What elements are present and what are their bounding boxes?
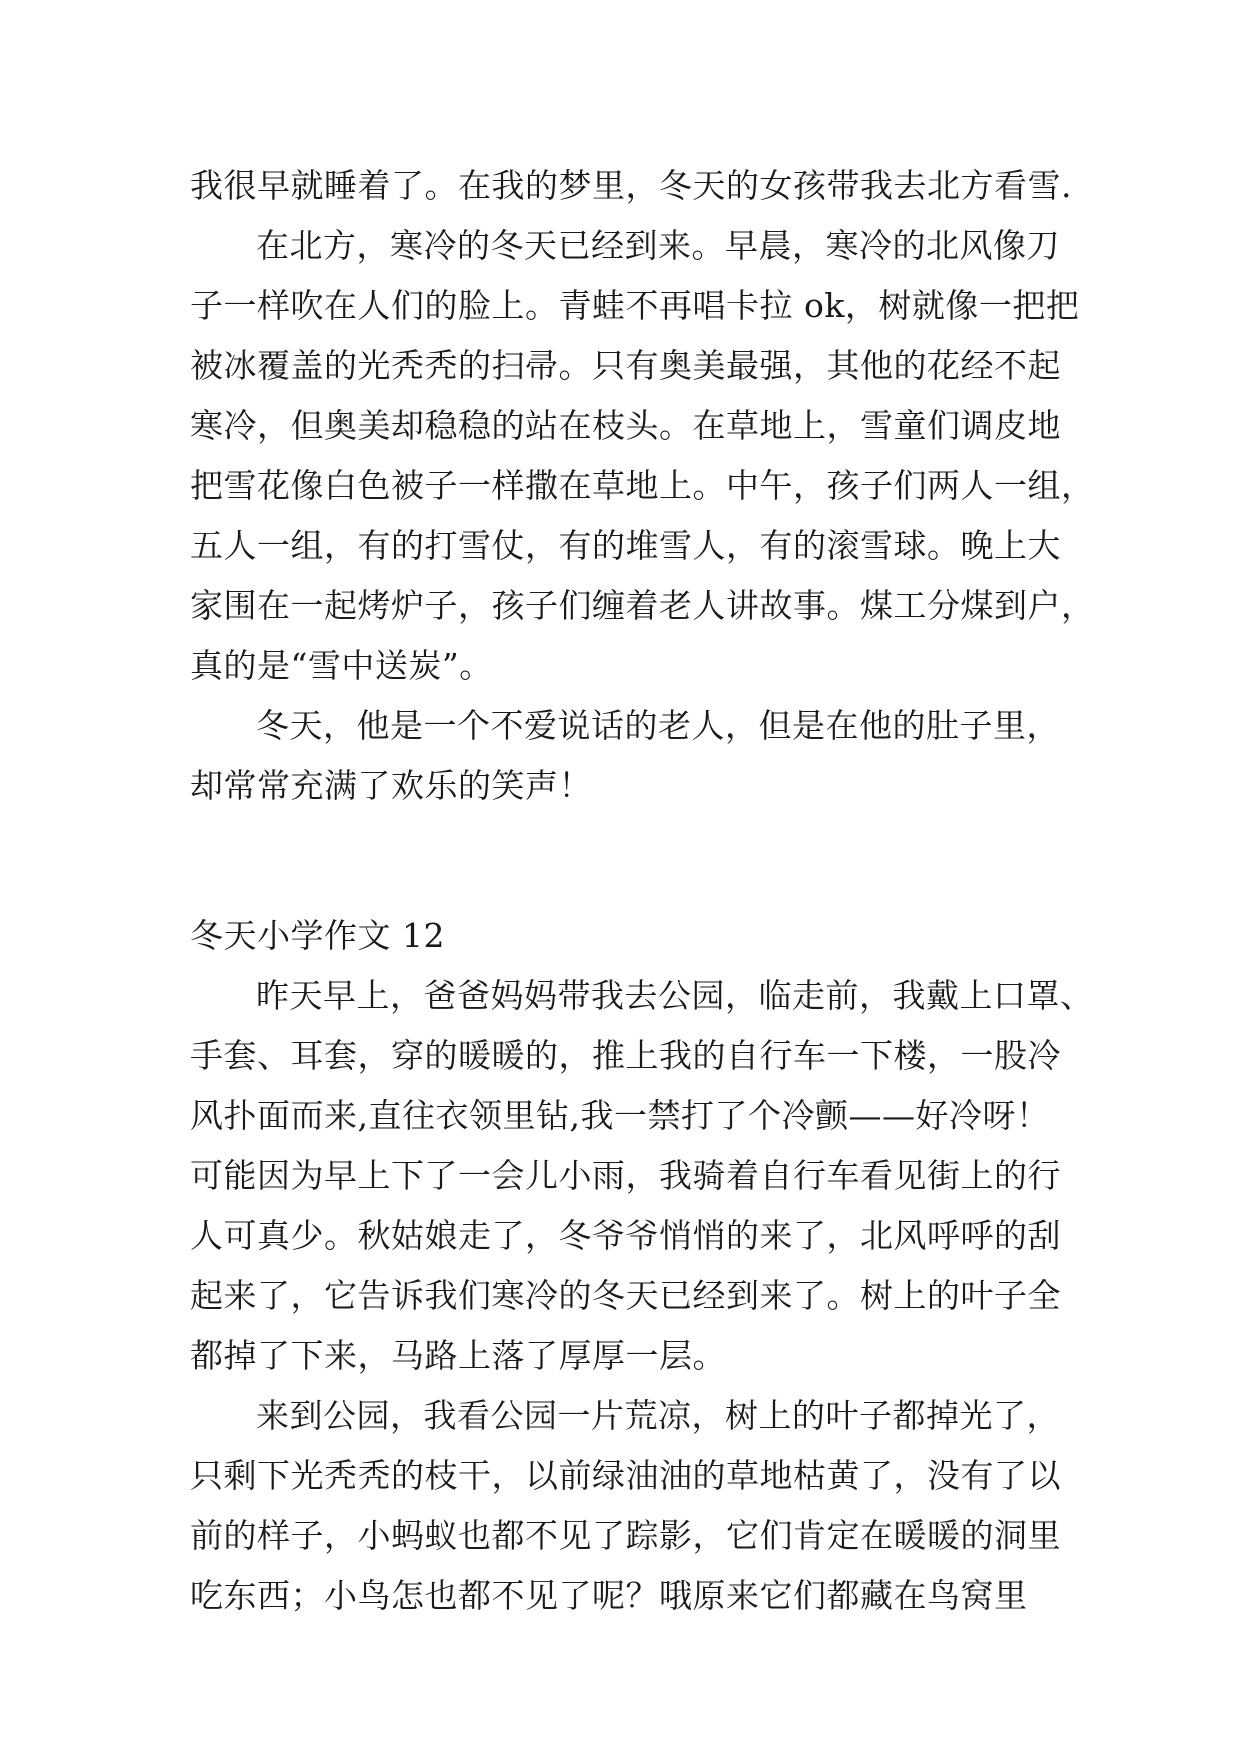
document-body [190,156,1095,1626]
text-line: 我很早就睡着了。在我的梦里，冬天的女孩带我去北方看雪. [190,166,1072,205]
text-line: 寒冷，但奥美却稳稳的站在枝头。在草地上，雪童们调皮地 [190,406,1061,445]
text-line: 家围在一起烤炉子，孩子们缠着老人讲故事。煤工分煤到户， [190,586,1095,625]
section-title: 冬天小学作文 12 [190,916,445,955]
text-line: 前的样子，小蚂蚁也都不见了踪影，它们肯定在暖暖的洞里 [190,1516,1061,1555]
text-line: 都掉了下来，马路上落了厚厚一层。 [190,1336,726,1375]
section-gap [190,816,1060,906]
text-line: 子一样吹在人们的脸上。青蛙不再唱卡拉 ok，树就像一把把 [190,286,1080,325]
paragraph-first-line: 冬天，他是一个不爱说话的老人，但是在他的肚子里， [256,706,1060,745]
text-line: 五人一组，有的打雪仗，有的堆雪人，有的滚雪球。晚上大 [190,526,1061,565]
text-line: 手套、耳套，穿的暖暖的，推上我的自行车一下楼，一股冷 [190,1036,1061,1075]
paragraph-first-line: 来到公园，我看公园一片荒凉，树上的叶子都掉光了， [256,1396,1060,1435]
text-line: 却常常充满了欢乐的笑声！ [190,766,592,805]
text-line: 可能因为早上下了一会儿小雨，我骑着自行车看见街上的行 [190,1156,1061,1195]
text-line: 只剩下光秃秃的枝干，以前绿油油的草地枯黄了，没有了以 [190,1456,1061,1495]
paragraph-first-line: 在北方，寒冷的冬天已经到来。早晨，寒冷的北风像刀 [256,226,1060,265]
text-line: 风扑面而来,直往衣领里钻,我一禁打了个冷颤——好冷呀！ [190,1096,1050,1135]
text-line: 吃东西；小鸟怎也都不见了呢？哦原来它们都藏在鸟窝里 [190,1576,1028,1615]
text-line: 真的是“雪中送炭”。 [190,646,493,685]
text-line: 把雪花像白色被子一样撒在草地上。中午，孩子们两人一组， [190,466,1095,505]
text-line: 起来了，它告诉我们寒冷的冬天已经到来了。树上的叶子全 [190,1276,1061,1315]
text-line: 被冰覆盖的光秃秃的扫帚。只有奥美最强，其他的花经不起 [190,346,1061,385]
paragraph-first-line: 昨天早上，爸爸妈妈带我去公园，临走前，我戴上口罩、 [256,976,1094,1015]
text-line: 人可真少。秋姑娘走了，冬爷爷悄悄的来了，北风呼呼的刮 [190,1216,1061,1255]
